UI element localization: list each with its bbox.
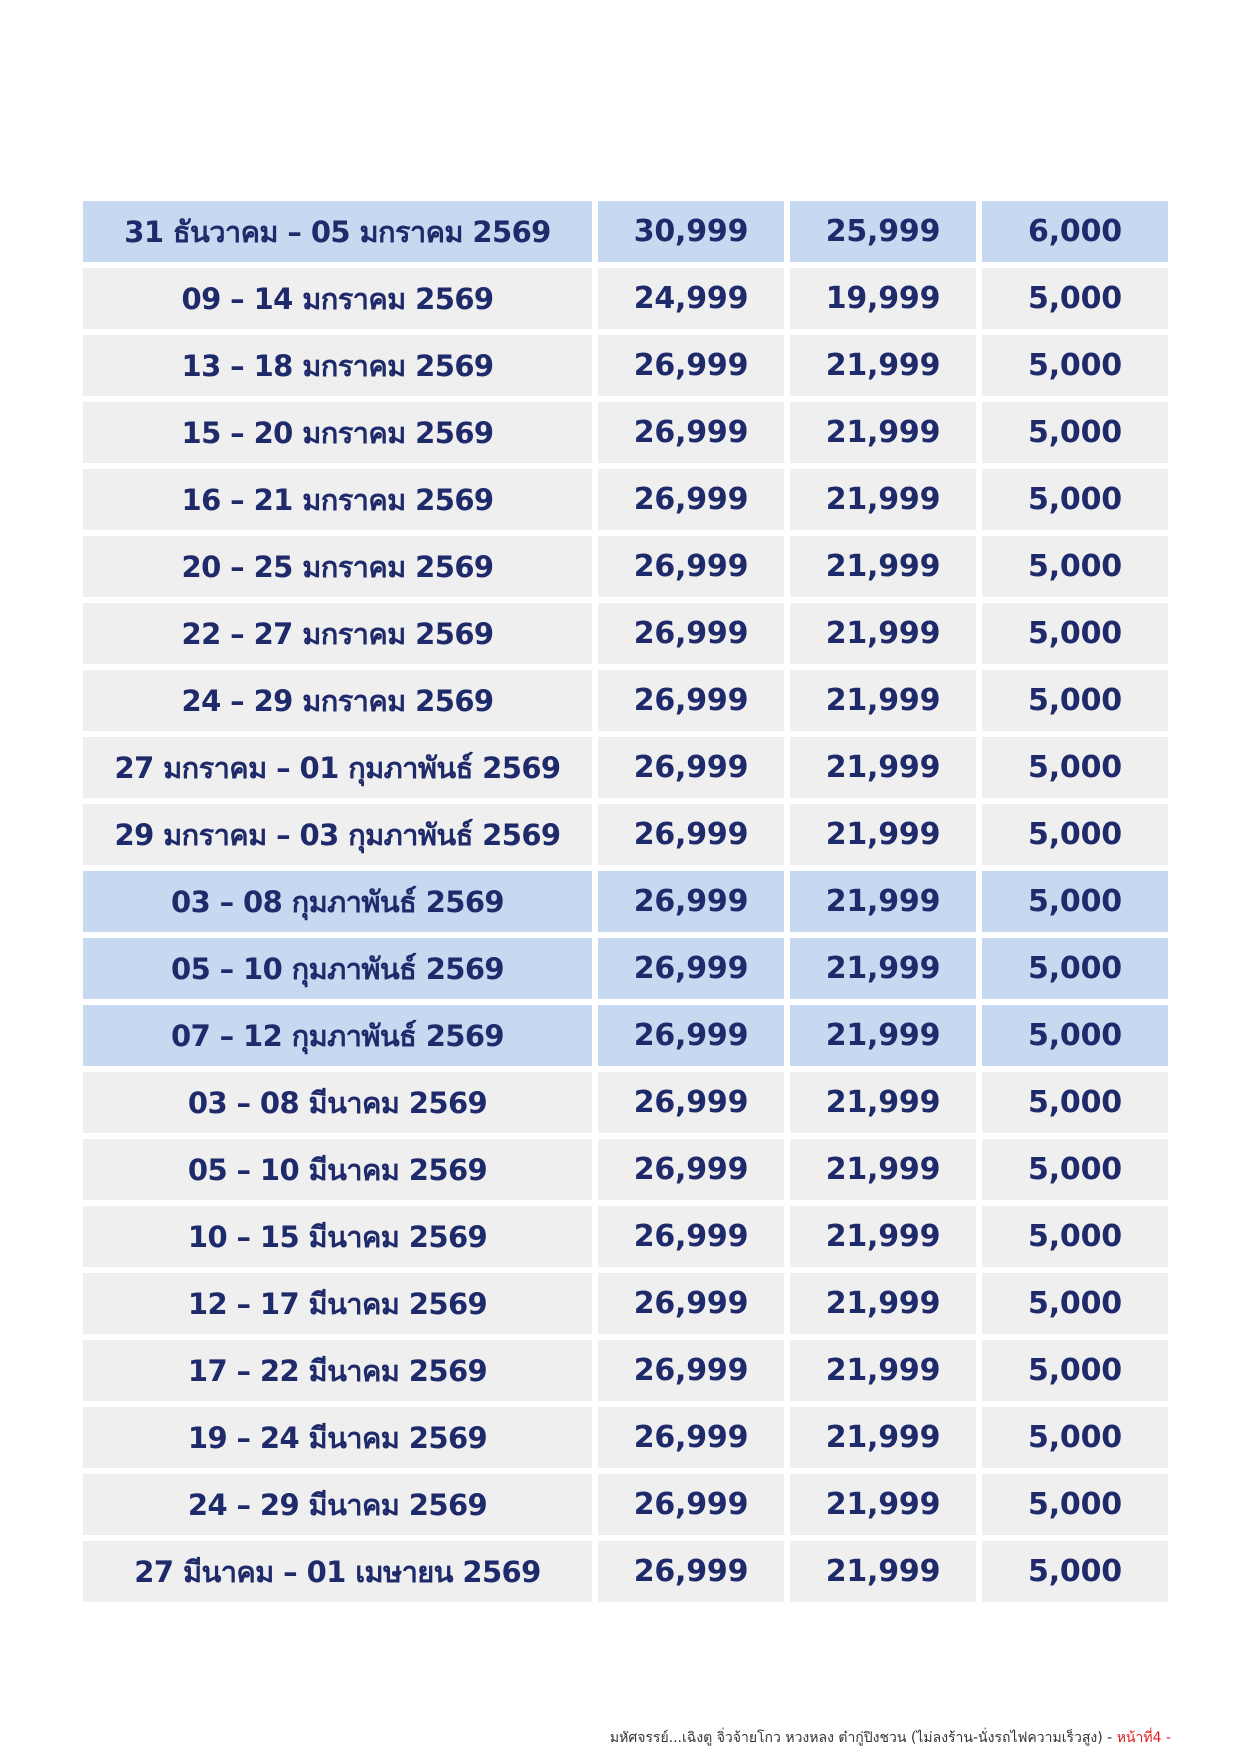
price-cell-2: 21,999 — [790, 603, 976, 664]
price-cell-3: 5,000 — [982, 1474, 1168, 1535]
price-cell-3: 5,000 — [982, 335, 1168, 396]
price-table — [83, 201, 1170, 1602]
price-cell-3: 5,000 — [982, 1273, 1168, 1334]
table-row — [83, 469, 1170, 530]
table-row — [83, 1072, 1170, 1133]
date-cell: 13 – 18 มกราคม 2569 — [83, 335, 592, 396]
price-cell-2: 21,999 — [790, 1005, 976, 1066]
page-number-label: หน้าที่4 - — [1116, 1730, 1171, 1746]
date-cell: 03 – 08 มีนาคม 2569 — [83, 1072, 592, 1133]
price-cell-3: 5,000 — [982, 469, 1168, 530]
table-row — [83, 1139, 1170, 1200]
table-row — [83, 1206, 1170, 1267]
table-row — [83, 737, 1170, 798]
price-cell-2: 21,999 — [790, 1273, 976, 1334]
date-cell: 19 – 24 มีนาคม 2569 — [83, 1407, 592, 1468]
table-row — [83, 1474, 1170, 1535]
price-cell-2: 21,999 — [790, 1474, 976, 1535]
price-cell-1: 26,999 — [598, 402, 784, 463]
table-row — [83, 1273, 1170, 1334]
table-row — [83, 1005, 1170, 1066]
price-cell-2: 21,999 — [790, 1139, 976, 1200]
price-cell-1: 30,999 — [598, 201, 784, 262]
table-row — [83, 201, 1170, 262]
price-cell-2: 21,999 — [790, 1407, 976, 1468]
price-cell-3: 5,000 — [982, 1139, 1168, 1200]
price-cell-2: 21,999 — [790, 938, 976, 999]
price-cell-3: 5,000 — [982, 1340, 1168, 1401]
price-cell-3: 5,000 — [982, 670, 1168, 731]
price-cell-1: 26,999 — [598, 1340, 784, 1401]
date-cell: 22 – 27 มกราคม 2569 — [83, 603, 592, 664]
date-cell: 12 – 17 มีนาคม 2569 — [83, 1273, 592, 1334]
date-cell: 10 – 15 มีนาคม 2569 — [83, 1206, 592, 1267]
price-cell-2: 21,999 — [790, 536, 976, 597]
date-cell: 05 – 10 มีนาคม 2569 — [83, 1139, 592, 1200]
price-cell-1: 26,999 — [598, 1474, 784, 1535]
table-row — [83, 670, 1170, 731]
page-footer — [610, 1727, 1171, 1749]
price-cell-2: 21,999 — [790, 1340, 976, 1401]
table-row — [83, 871, 1170, 932]
date-cell: 27 มกราคม – 01 กุมภาพันธ์ 2569 — [83, 737, 592, 798]
price-cell-1: 26,999 — [598, 737, 784, 798]
price-cell-2: 21,999 — [790, 1206, 976, 1267]
price-cell-1: 26,999 — [598, 938, 784, 999]
price-cell-2: 25,999 — [790, 201, 976, 262]
price-cell-3: 5,000 — [982, 1005, 1168, 1066]
table-row — [83, 804, 1170, 865]
price-cell-3: 5,000 — [982, 1072, 1168, 1133]
date-cell: 05 – 10 กุมภาพันธ์ 2569 — [83, 938, 592, 999]
price-cell-3: 5,000 — [982, 938, 1168, 999]
table-row — [83, 1340, 1170, 1401]
table-row — [83, 1541, 1170, 1602]
table-row — [83, 335, 1170, 396]
price-cell-2: 21,999 — [790, 804, 976, 865]
price-cell-3: 6,000 — [982, 201, 1168, 262]
price-cell-1: 26,999 — [598, 469, 784, 530]
price-cell-1: 24,999 — [598, 268, 784, 329]
date-cell: 31 ธันวาคม – 05 มกราคม 2569 — [83, 201, 592, 262]
date-cell: 17 – 22 มีนาคม 2569 — [83, 1340, 592, 1401]
price-cell-3: 5,000 — [982, 603, 1168, 664]
price-cell-1: 26,999 — [598, 1206, 784, 1267]
price-cell-1: 26,999 — [598, 1541, 784, 1602]
date-cell: 29 มกราคม – 03 กุมภาพันธ์ 2569 — [83, 804, 592, 865]
price-cell-2: 21,999 — [790, 335, 976, 396]
price-cell-3: 5,000 — [982, 268, 1168, 329]
price-cell-3: 5,000 — [982, 737, 1168, 798]
price-cell-2: 21,999 — [790, 402, 976, 463]
price-cell-2: 21,999 — [790, 1541, 976, 1602]
price-cell-1: 26,999 — [598, 536, 784, 597]
table-row — [83, 536, 1170, 597]
date-cell: 24 – 29 มกราคม 2569 — [83, 670, 592, 731]
price-cell-1: 26,999 — [598, 1273, 784, 1334]
table-row — [83, 938, 1170, 999]
date-cell: 03 – 08 กุมภาพันธ์ 2569 — [83, 871, 592, 932]
price-cell-3: 5,000 — [982, 402, 1168, 463]
price-cell-3: 5,000 — [982, 1206, 1168, 1267]
table-row — [83, 1407, 1170, 1468]
date-cell: 15 – 20 มกราคม 2569 — [83, 402, 592, 463]
date-cell: 27 มีนาคม – 01 เมษายน 2569 — [83, 1541, 592, 1602]
date-cell: 16 – 21 มกราคม 2569 — [83, 469, 592, 530]
price-cell-1: 26,999 — [598, 335, 784, 396]
price-cell-3: 5,000 — [982, 871, 1168, 932]
price-cell-1: 26,999 — [598, 1072, 784, 1133]
price-cell-3: 5,000 — [982, 1541, 1168, 1602]
price-cell-3: 5,000 — [982, 804, 1168, 865]
price-cell-1: 26,999 — [598, 670, 784, 731]
price-cell-3: 5,000 — [982, 536, 1168, 597]
footer-text: มหัศจรรย์...เฉิงตู จิ่วจ้ายโกว หวงหลง ต๋ากู่ปิงชวน (ไม่ลงร้าน-นั่งรถไฟความเร็วสูง) - — [609, 1730, 1113, 1746]
price-cell-1: 26,999 — [598, 871, 784, 932]
price-cell-2: 21,999 — [790, 670, 976, 731]
price-cell-2: 21,999 — [790, 469, 976, 530]
price-cell-2: 21,999 — [790, 871, 976, 932]
price-cell-2: 21,999 — [790, 737, 976, 798]
date-cell: 09 – 14 มกราคม 2569 — [83, 268, 592, 329]
date-cell: 07 – 12 กุมภาพันธ์ 2569 — [83, 1005, 592, 1066]
table-row — [83, 268, 1170, 329]
table-row — [83, 603, 1170, 664]
date-cell: 24 – 29 มีนาคม 2569 — [83, 1474, 592, 1535]
price-cell-1: 26,999 — [598, 804, 784, 865]
date-cell: 20 – 25 มกราคม 2569 — [83, 536, 592, 597]
price-cell-2: 21,999 — [790, 1072, 976, 1133]
price-cell-3: 5,000 — [982, 1407, 1168, 1468]
price-cell-1: 26,999 — [598, 1407, 784, 1468]
table-row — [83, 402, 1170, 463]
price-cell-1: 26,999 — [598, 1139, 784, 1200]
price-cell-2: 19,999 — [790, 268, 976, 329]
price-cell-1: 26,999 — [598, 603, 784, 664]
price-cell-1: 26,999 — [598, 1005, 784, 1066]
